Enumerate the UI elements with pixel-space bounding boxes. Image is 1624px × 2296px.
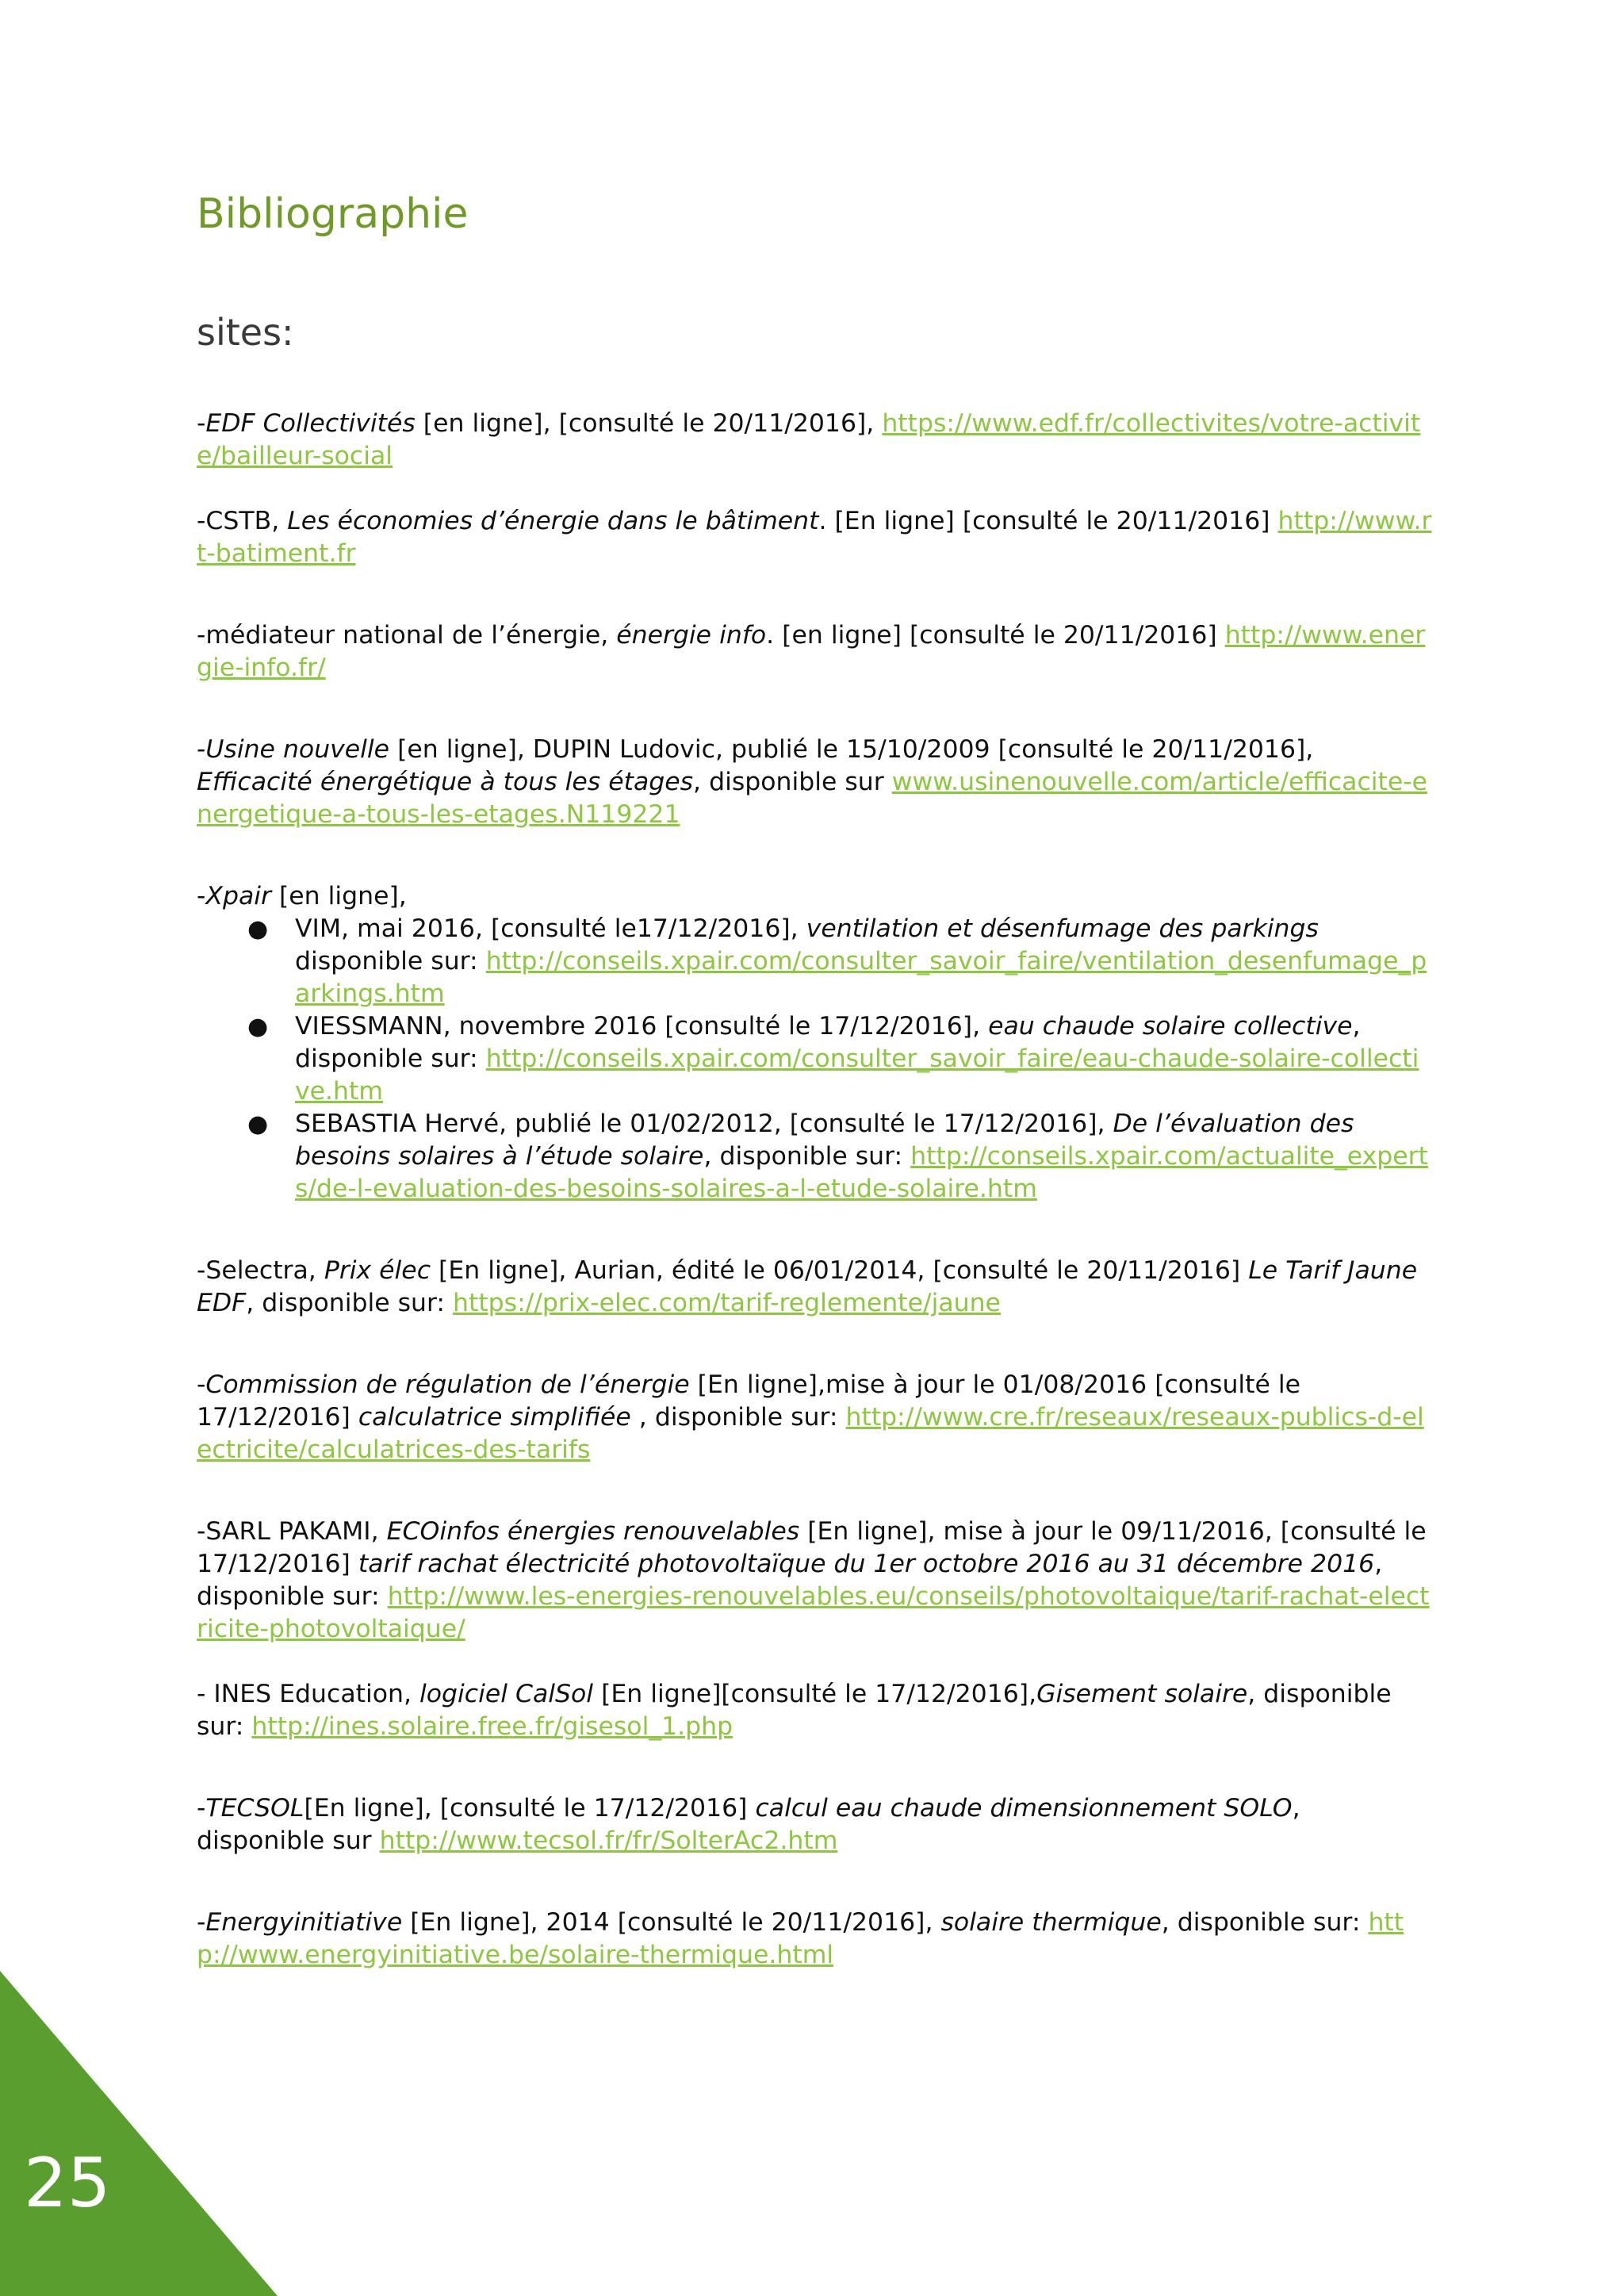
ref-lead: - INES Education, bbox=[197, 1680, 419, 1708]
list-item bbox=[247, 1010, 1434, 1108]
ref-title: énergie info bbox=[616, 621, 767, 650]
ref-link[interactable]: http://www.energie-info.fr/ bbox=[197, 621, 1426, 682]
ref-title: Usine nouvelle bbox=[205, 735, 390, 764]
ref-title: Xpair bbox=[205, 882, 271, 910]
ref-availability: , disponible sur: bbox=[197, 1680, 1392, 1741]
ref-details: [En ligne], mise à jour le 09/11/2016, [consulté le 17/12/2016] bbox=[197, 1517, 1427, 1578]
ref-details: [En ligne],mise à jour le 01/08/2016 [consulté le 17/12/2016] bbox=[197, 1370, 1301, 1432]
ref-lead: - bbox=[197, 1908, 206, 1937]
reference-pakami bbox=[197, 1516, 1434, 1646]
ref-lead: - bbox=[197, 409, 206, 438]
ref-lead: - bbox=[197, 882, 206, 910]
ref-lead: -SARL PAKAMI, bbox=[197, 1517, 387, 1546]
item-title: ventilation et désenfumage des parkings bbox=[806, 914, 1319, 943]
bullet-icon: ● bbox=[247, 1013, 269, 1041]
ref-link[interactable]: https://www.edf.fr/collectivites/votre-activite/bailleur-social bbox=[197, 409, 1421, 470]
ref-subtitle: calcul eau chaude dimensionnement SOLO bbox=[755, 1794, 1293, 1823]
ref-link[interactable]: http://www.les-energies-renouvelables.eu/conseils/photovoltaique/tarif-rachat-electricite-photovoltaique/ bbox=[197, 1582, 1430, 1643]
page-title: Bibliographie bbox=[197, 190, 469, 238]
item-link[interactable]: http://conseils.xpair.com/consulter_savoir_faire/eau-chaude-solaire-collective.htm bbox=[295, 1045, 1419, 1106]
page-number: 25 bbox=[24, 2144, 111, 2223]
ref-lead: - bbox=[197, 735, 206, 764]
ref-link[interactable]: www.usinenouvelle.com/article/efficacite-energetique-a-tous-les-etages.N119221 bbox=[197, 768, 1428, 829]
item-availability: , disponible sur: bbox=[295, 1012, 1361, 1073]
ref-title: ECOinfos énergies renouvelables bbox=[386, 1517, 800, 1546]
item-title: De l’évaluation des besoins solaires à l’étude solaire bbox=[295, 1110, 1354, 1171]
ref-title: Les économies d’énergie dans le bâtiment bbox=[287, 507, 819, 535]
ref-details: [En ligne], Aurian, édité le 06/01/2014, [consulté le 20/11/2016] bbox=[431, 1256, 1249, 1285]
ref-availability: , disponible sur: bbox=[197, 1550, 1383, 1611]
corner-triangle-decoration bbox=[0, 1971, 278, 2296]
ref-title: logiciel CalSol bbox=[419, 1680, 594, 1708]
ref-lead: -médiateur national de l’énergie, bbox=[197, 621, 617, 650]
ref-link[interactable]: http://www.rt-batiment.fr bbox=[197, 507, 1432, 568]
ref-subtitle: calculatrice simplifiée bbox=[358, 1403, 631, 1432]
ref-link[interactable]: http://www.tecsol.fr/fr/SolterAc2.htm bbox=[379, 1826, 838, 1855]
ref-availability: , disponible sur: bbox=[630, 1403, 846, 1432]
ref-title: TECSOL bbox=[205, 1794, 304, 1823]
ref-subtitle: Gisement solaire bbox=[1036, 1680, 1248, 1708]
ref-availability: , disponible sur bbox=[197, 1794, 1300, 1855]
ref-lead: - bbox=[197, 1794, 206, 1823]
ref-details: [en ligne], [consulté le 20/11/2016], bbox=[415, 409, 883, 438]
reference-energyinitiative bbox=[197, 1907, 1434, 1972]
ref-lead: -CSTB, bbox=[197, 507, 288, 535]
reference-ines bbox=[197, 1678, 1434, 1743]
item-title: eau chaude solaire collective bbox=[988, 1012, 1353, 1041]
ref-subtitle: solaire thermique bbox=[940, 1908, 1162, 1937]
reference-mediateur bbox=[197, 619, 1434, 684]
list-item bbox=[247, 913, 1434, 1010]
ref-details: [En ligne][consulté le 17/12/2016], bbox=[593, 1680, 1037, 1708]
ref-lead: - bbox=[197, 1370, 206, 1399]
ref-title: Prix élec bbox=[324, 1256, 431, 1285]
ref-link[interactable]: http://www.energyinitiative.be/solaire-thermique.html bbox=[197, 1908, 1404, 1969]
ref-details: [en ligne], bbox=[270, 882, 407, 910]
reference-selectra bbox=[197, 1255, 1434, 1320]
item-details: VIESSMANN, novembre 2016 [consulté le 17/12/2016], bbox=[295, 1012, 989, 1041]
ref-title: EDF Collectivités bbox=[205, 409, 416, 438]
reference-cre bbox=[197, 1369, 1434, 1466]
item-details: VIM, mai 2016, [consulté le17/12/2016], bbox=[295, 914, 806, 943]
item-availability: , disponible sur: bbox=[703, 1142, 911, 1171]
ref-details: . [en ligne] [consulté le 20/11/2016] bbox=[766, 621, 1225, 650]
ref-title: Energyinitiative bbox=[205, 1908, 403, 1937]
ref-subtitle: Efficacité énergétique à tous les étages bbox=[197, 768, 694, 796]
ref-availability: , disponible sur: bbox=[1161, 1908, 1369, 1937]
bullet-icon: ● bbox=[247, 915, 269, 943]
item-link[interactable]: http://conseils.xpair.com/consulter_savoir_faire/ventilation_desenfumage_parkings.htm bbox=[295, 947, 1427, 1008]
ref-details: . [En ligne] [consulté le 20/11/2016] bbox=[818, 507, 1278, 535]
ref-details: [En ligne], [consulté le 17/12/2016] bbox=[304, 1794, 756, 1823]
ref-lead: -Selectra, bbox=[197, 1256, 324, 1285]
ref-availability: , disponible sur: bbox=[246, 1289, 453, 1317]
ref-link[interactable]: https://prix-elec.com/tarif-reglemente/jaune bbox=[453, 1289, 1001, 1317]
ref-title: Commission de régulation de l’énergie bbox=[205, 1370, 690, 1399]
bullet-icon: ● bbox=[247, 1110, 269, 1138]
item-link[interactable]: http://conseils.xpair.com/actualite_experts/de-l-evaluation-des-besoins-solaires-a-l-etude-solaire.htm bbox=[295, 1142, 1428, 1203]
ref-details: [en ligne], DUPIN Ludovic, publié le 15/10/2009 [consulté le 20/11/2016], bbox=[389, 735, 1314, 764]
ref-link[interactable]: http://www.cre.fr/reseaux/reseaux-publics-d-electricite/calculatrices-des-tarifs bbox=[197, 1403, 1424, 1464]
list-item bbox=[247, 1108, 1434, 1205]
item-availability: disponible sur: bbox=[295, 947, 486, 976]
reference-tecsol bbox=[197, 1792, 1434, 1857]
reference-cstb bbox=[197, 505, 1434, 570]
reference-list bbox=[197, 408, 1434, 1972]
ref-availability: , disponible sur bbox=[693, 768, 892, 796]
reference-xpair bbox=[197, 880, 1434, 1205]
ref-link[interactable]: http://ines.solaire.free.fr/gisesol_1.php bbox=[251, 1712, 733, 1741]
item-details: SEBASTIA Hervé, publié le 01/02/2012, [consulté le 17/12/2016], bbox=[295, 1110, 1113, 1138]
reference-edf bbox=[197, 408, 1434, 473]
ref-subtitle: tarif rachat électricité photovoltaïque du 1er octobre 2016 au 31 décembre 2016 bbox=[358, 1550, 1375, 1578]
ref-subtitle: Le Tarif Jaune EDF bbox=[197, 1256, 1418, 1317]
reference-usine-nouvelle bbox=[197, 734, 1434, 831]
xpair-sublist bbox=[197, 913, 1434, 1205]
section-heading: sites: bbox=[197, 311, 294, 354]
ref-details: [En ligne], 2014 [consulté le 20/11/2016], bbox=[402, 1908, 941, 1937]
